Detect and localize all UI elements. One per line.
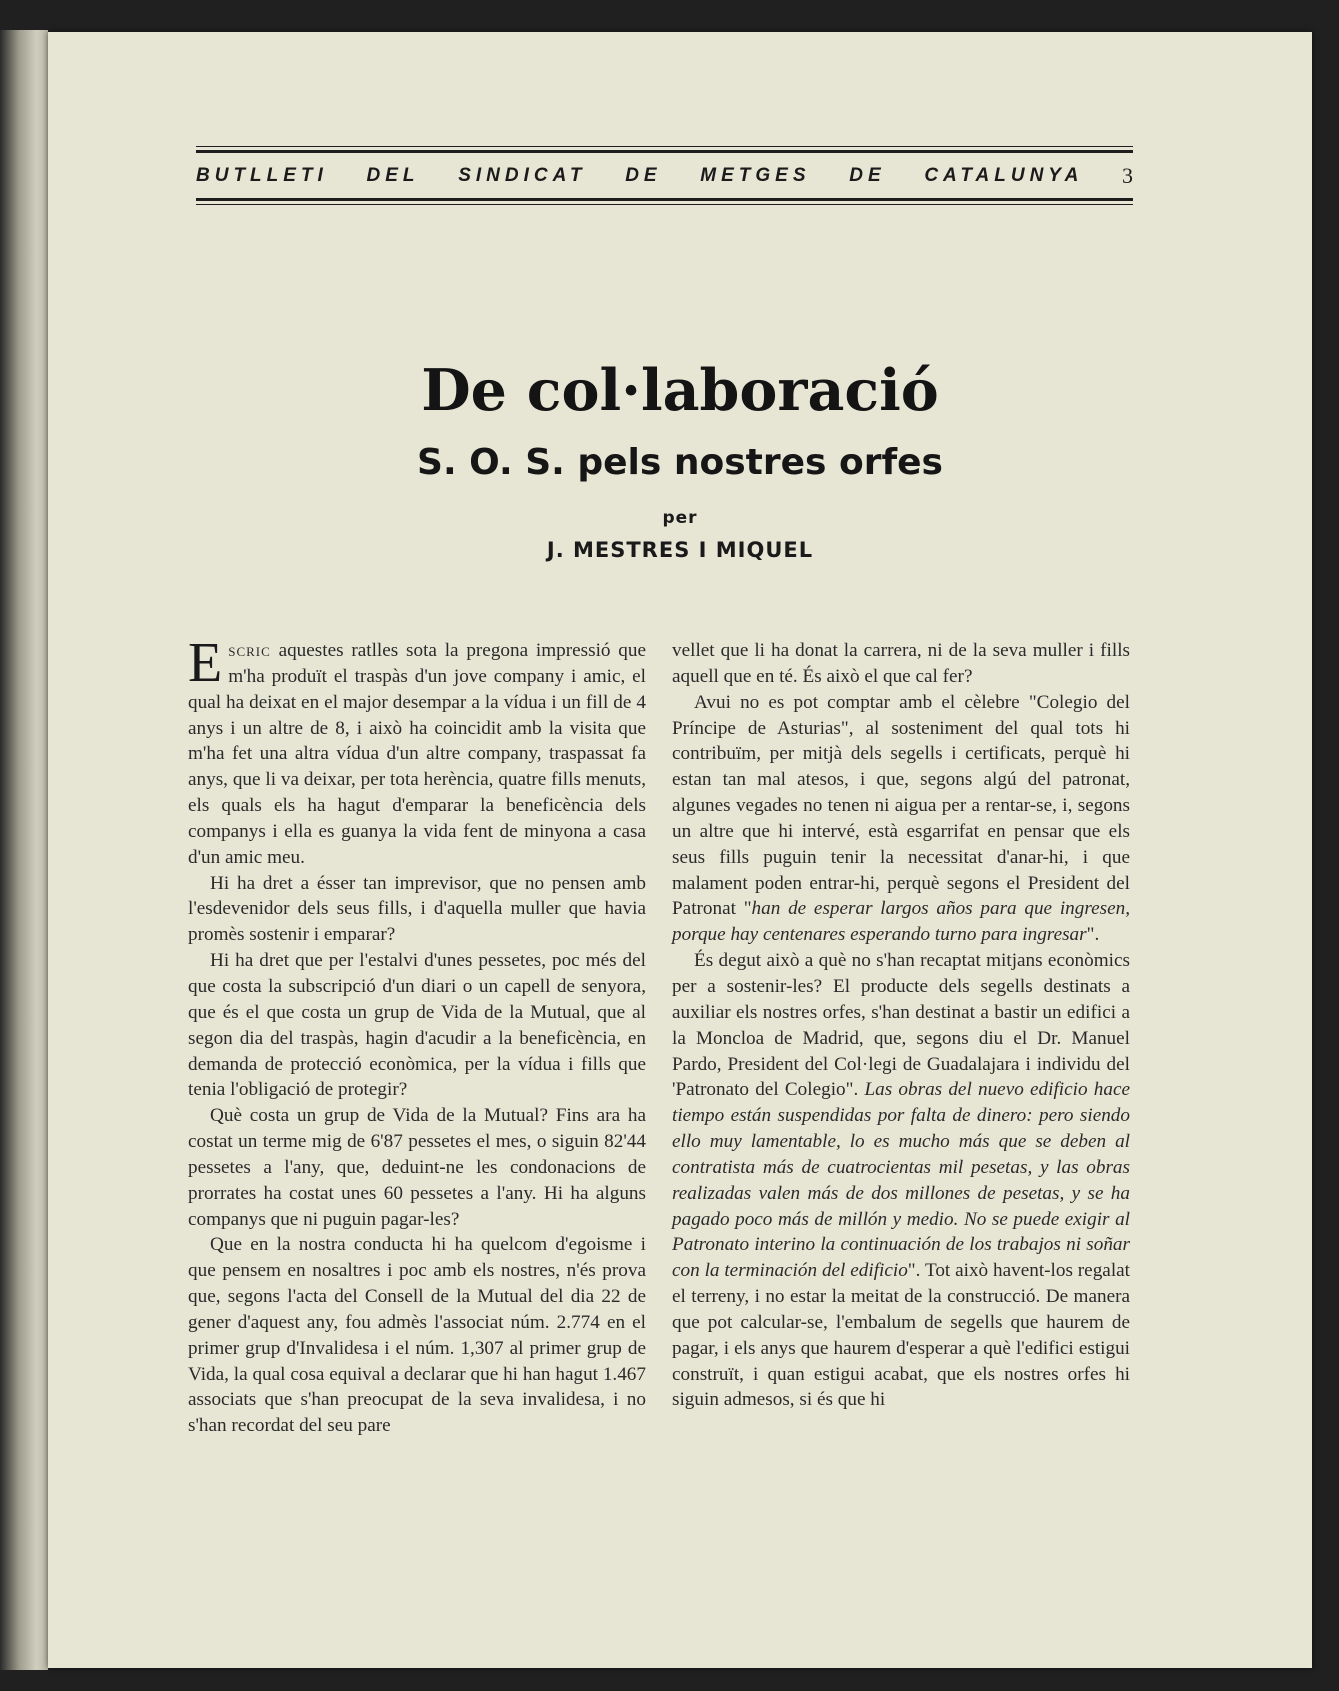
paragraph: Hi ha dret a ésser tan imprevisor, que no pensen amb l'esdevenidor dels seus fills, i d'aquella muller que havia promès sostenir i emparar? [188, 872, 646, 946]
text-column-right [672, 638, 1130, 1413]
running-head [196, 158, 1133, 194]
paragraph-text: Avui no es pot comptar amb el cèlebre "Colegio del Príncipe de Asturias", al sosteniment del qual tots hi contribuïm, per mitjà dels segells i certificats, perquè hi estan tan mal atesos, i que, segons algú del patronat, algunes vegades no tenen ni aigua per a rentar-se, i, segons un altre que hi intervé, està esgarrifat en pensar que els seus fills puguin tenir la necessitat d'anar-hi, i que malament poden entrar-hi, perquè segons el President del Patronat " [672, 691, 1130, 920]
paragraph-text: ". [1086, 924, 1100, 946]
running-head-word: BUTLLETI [196, 165, 328, 186]
running-head-word: DE [849, 165, 886, 186]
paragraph [672, 690, 1130, 948]
paragraph [672, 948, 1130, 1413]
paragraph: Que en la nostra conducta hi ha quelcom d'egoisme i que pensem en nosaltres i poc amb els nostres, n'és prova que, segons l'acta del Consell de la Mutual del dia 22 de gener d'aquest any, fou admès l'associat núm. 2.774 en el primer grup d'Invalidesa i el núm. 1,307 al primer grup de Vida, la qual cosa equival a declarar que hi han hagut 1.467 associats que s'han preocupat de la seva invalidesa, i no s'han recordat del seu pare [188, 1234, 646, 1437]
book-spine-shadow [0, 30, 48, 1670]
running-head-word: CATALUNYA [924, 165, 1084, 186]
text-column-left [188, 632, 646, 1439]
document-page [48, 32, 1312, 1668]
spanish-quote: han de esperar largos años para que ingresen, porque hay centenares esperando turno para ingresar [672, 898, 1130, 946]
paragraph: Hi ha dret que per l'estalvi d'unes pessetes, poc més del que costa la subscripció d'un diari o un capell de senyora, que és el que costa un grup de Vida de la Mutual, que al segon dia del traspàs, hagin d'acudir a la beneficència, en demanda de protecció econòmica, per la vídua i fills que tenia l'obligació de protegir? [188, 950, 646, 1101]
opening-smallcaps: scric [228, 640, 271, 661]
article-title: De col·laboració [421, 357, 939, 424]
paragraph-text: És degut això a què no s'han recaptat mitjans econòmics per a sostenir-les? El producte dels segells destinats a auxiliar els nostres orfes, s'han destinat a bastir un edifici a la Moncloa de Madrid, que, segons diu el Dr. Manuel Pardo, President del Col·legi de Guadalajara i individu del 'Patronato del Colegio". [672, 950, 1130, 1101]
running-head-word: METGES [700, 165, 811, 186]
paragraph-text: aquestes ratlles sota la pregona impressió que m'ha produït el traspàs d'un jove company i amic, el qual ha deixat en el major desempar a la vídua i un fill de 4 anys i un altre de 8, i això ha coincidit amb la visita que m'ha fet una altra vídua d'un altre company, traspassat fa anys, que li va deixar, per tota herència, quatre fills menuts, els quals els ha hagut d'emparar la beneficència dels companys i ella es guanya la vida fent de minyona a casa d'un amic meu. [188, 640, 646, 868]
drop-cap: E [188, 632, 223, 694]
spanish-quote: Las obras del nuevo edificio hace tiempo están suspendidas por falta de dinero: pero siendo ello muy lamentable, lo es mucho más que se deben al contratista más de cuatrocientas mil pesetas, y las obras realizadas valen más de dos millones de pesetas, y se ha pagado poco más de millón y medio. No se puede exigir al Patronato interino la continuación de los trabajos ni soñar con la terminación del edificio [672, 1079, 1130, 1282]
header-rule-bottom [196, 198, 1133, 205]
running-head-word: SINDICAT [458, 165, 587, 186]
paragraph [188, 632, 646, 871]
byline-per: per [662, 508, 698, 528]
header-rule-top [196, 146, 1133, 156]
paragraph: vellet que li ha donat la carrera, ni de la seva muller i fills aquell que en té. És això el que cal fer? [672, 640, 1130, 687]
article-author: J. MESTRES I MIQUEL [546, 538, 814, 562]
page-number: 3 [1121, 163, 1133, 188]
article-subtitle: S. O. S. pels nostres orfes [417, 442, 943, 483]
paragraph: Què costa un grup de Vida de la Mutual? Fins ara ha costat un terme mig de 6'87 pessetes el mes, o siguin 82'44 pessetes a l'any, que, deduint-ne les condonacions de prorrates ha costat unes 60 pessetes a l'any. Hi ha alguns companys que ni puguin pagar-les? [188, 1105, 646, 1230]
paragraph-text: ". Tot això havent-los regalat el terreny, i no estar la meitat de la construcció. De manera que pot calcular-se, l'embalum de segells que haurem de pagar, i els anys que haurem d'esperar a què l'edifici estigui construït, i quan estigui acabat, que els nostres orfes hi siguin admesos, si és que hi [672, 1260, 1130, 1411]
running-head-word: DE [625, 165, 662, 186]
running-head-word: DEL [366, 165, 420, 186]
